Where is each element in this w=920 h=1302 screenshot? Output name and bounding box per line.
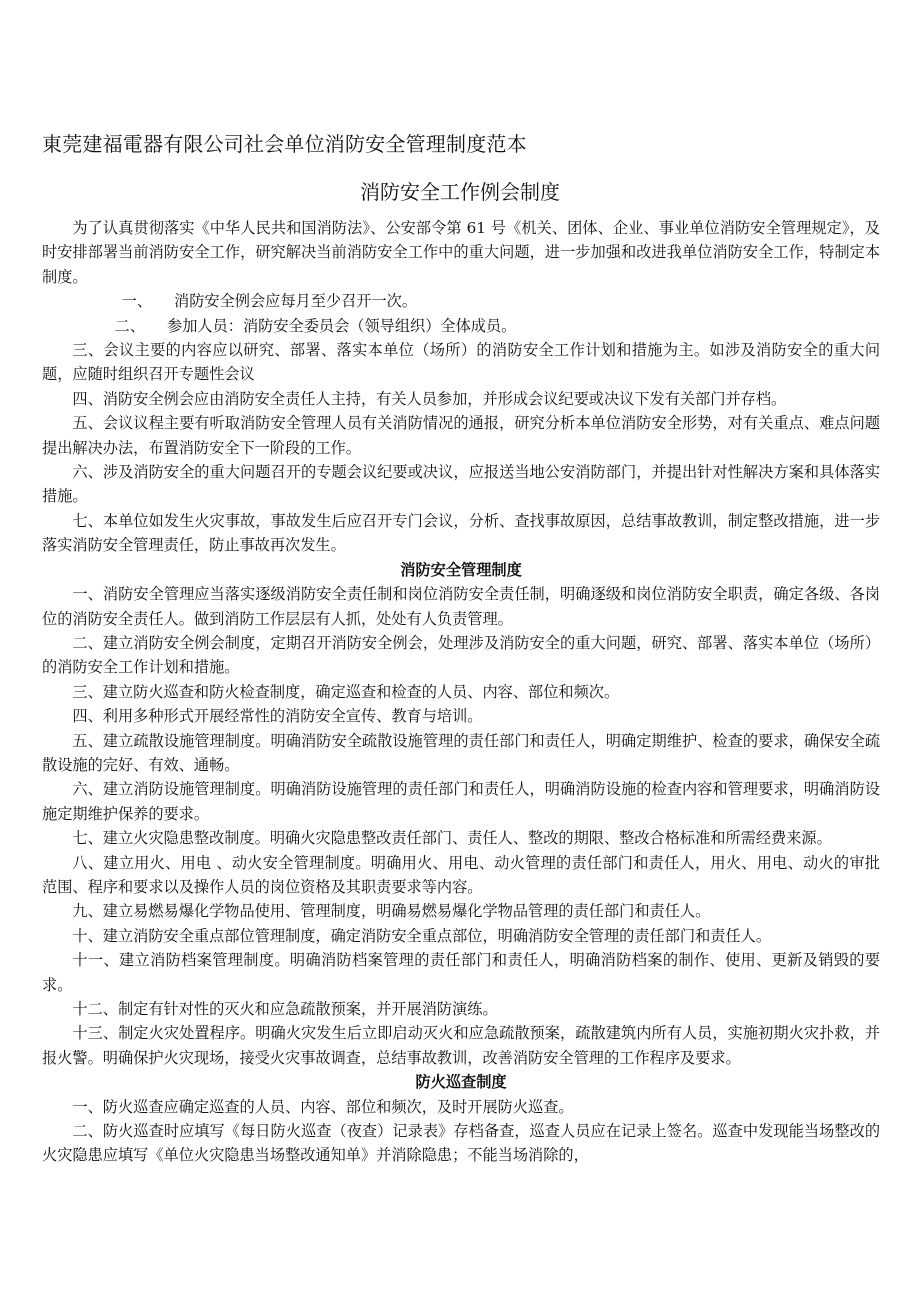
section-heading-management-system: 消防安全管理制度 — [400, 560, 522, 579]
item-text: 消防安全例会应每月至少召开一次。 — [174, 292, 417, 311]
intro-paragraph: 为了认真贯彻落实《中华人民共和国消防法》、公安部令第 61 号《机关、团体、企业、事业单位消防安全管理规定》，及时安排部署当前消防安全工作，研究解决当前消防安全工作中的重大问题，进一步加强和改进我单位消防安全工作，特制定本制度。 — [42, 219, 880, 286]
management-rule-item: 六、建立消防设施管理制度。明确消防设施管理的责任部门和责任人，明确消防设施的检查内容和管理要求，明确消防设施定期维护保养的要求。 — [42, 780, 880, 823]
management-rule-item: 一、消防安全管理应当落实逐级消防安全责任制和岗位消防安全责任制，明确逐级和岗位消防安全职责，确定各级、各岗位的消防安全责任人。做到消防工作层层有人抓，处处有人负责管理。 — [42, 585, 880, 628]
management-rule-item: 五、建立疏散设施管理制度。明确消防安全疏散设施管理的责任部门和责任人，明确定期维护、检查的要求，确保安全疏散设施的完好、有效、通畅。 — [42, 731, 880, 774]
management-rule-item: 十一、建立消防档案管理制度。明确消防档案管理的责任部门和责任人，明确消防档案的制作、使用、更新及销毁的要求。 — [42, 951, 880, 994]
management-rule-item: 九、建立易燃易爆化学物品使用、管理制度，明确易燃易爆化学物品管理的责任部门和责任人。 — [72, 902, 711, 921]
management-rule-item: 八、建立用火、用电 、动火安全管理制度。明确用火、用电、动火管理的责任部门和责任人，用火、用电、动火的审批范围、程序和要求以及操作人员的岗位资格及其职责要求等内容。 — [42, 853, 880, 896]
document-title: 東莞建福電器有限公司社会单位消防安全管理制度范本 — [42, 132, 527, 156]
document-body — [42, 216, 880, 1168]
meeting-rule-item: 五、会议议程主要有听取消防安全管理人员有关消防情况的通报，研究分析本单位消防安全形势，对有关重点、难点问题提出解决办法，布置消防安全下一阶段的工作。 — [42, 414, 880, 457]
management-rule-item: 十、建立消防安全重点部位管理制度，确定消防安全重点部位，明确消防安全管理的责任部门和责任人。 — [72, 926, 772, 945]
patrol-rule-item: 一、防火巡查应确定巡查的人员、内容、部位和频次，及时开展防火巡查。 — [72, 1097, 574, 1116]
management-rule-item: 十三、制定火灾处置程序。明确火灾发生后立即启动灭火和应急疏散预案，疏散建筑内所有人员，实施初期火灾扑救，并报火警。明确保护火灾现场，接受火灾事故调查，总结事故教训，改善消防安全管理的工作程序及要求。 — [42, 1024, 880, 1067]
meeting-rule-item — [42, 314, 880, 338]
item-text: 参加人员：消防安全委员会（领导组织）全体成员。 — [167, 316, 517, 335]
management-rule-item: 二、建立消防安全例会制度，定期召开消防安全例会，处理涉及消防安全的重大问题，研究、部署、落实本单位（场所）的消防安全工作计划和措施。 — [42, 633, 880, 677]
item-number: 二、 — [114, 316, 145, 335]
section-heading-meeting-system: 消防安全工作例会制度 — [360, 180, 560, 204]
meeting-rule-item: 七、本单位如发生火灾事故，事故发生后应召开专门会议，分析、查找事故原因，总结事故教训，制定整改措施，进一步落实消防安全管理责任，防止事故再次发生。 — [42, 511, 880, 555]
item-number: 一、 — [121, 292, 152, 311]
management-rule-item: 四、利用多种形式开展经常性的消防安全宣传、教育与培训。 — [72, 707, 483, 726]
meeting-rule-item: 四、消防安全例会应由消防安全责任人主持，有关人员参加，并形成会议纪要或决议下发有关部门并存档。 — [72, 389, 787, 408]
meeting-rule-item — [42, 289, 880, 313]
management-rule-item: 七、建立火灾隐患整改制度。明确火灾隐患整改责任部门、责任人、整改的期限、整改合格标准和所需经费来源。 — [72, 829, 832, 848]
management-rule-item: 三、建立防火巡查和防火检查制度，确定巡查和检查的人员、内容、部位和频次。 — [72, 682, 620, 701]
meeting-rule-item: 三、会议主要的内容应以研究、部署、落实本单位（场所）的消防安全工作计划和措施为主。如涉及消防安全的重大问题，应随时组织召开专题性会议 — [42, 341, 880, 384]
management-rule-item: 十二、制定有针对性的灭火和应急疏散预案，并开展消防演练。 — [72, 1000, 498, 1018]
patrol-rule-item: 二、防火巡查时应填写《每日防火巡查（夜查）记录表》存档备查，巡查人员应在记录上签名。巡查中发现能当场整改的火灾隐患应填写《单位火灾隐患当场整改通知单》并消除隐患；不能当场消除的， — [42, 1122, 880, 1165]
section-heading-fire-patrol-system: 防火巡查制度 — [415, 1073, 507, 1092]
meeting-rule-item: 六、涉及消防安全的重大问题召开的专题会议纪要或决议，应报送当地公安消防部门，并提出针对性解决方案和具体落实措施。 — [42, 463, 880, 506]
